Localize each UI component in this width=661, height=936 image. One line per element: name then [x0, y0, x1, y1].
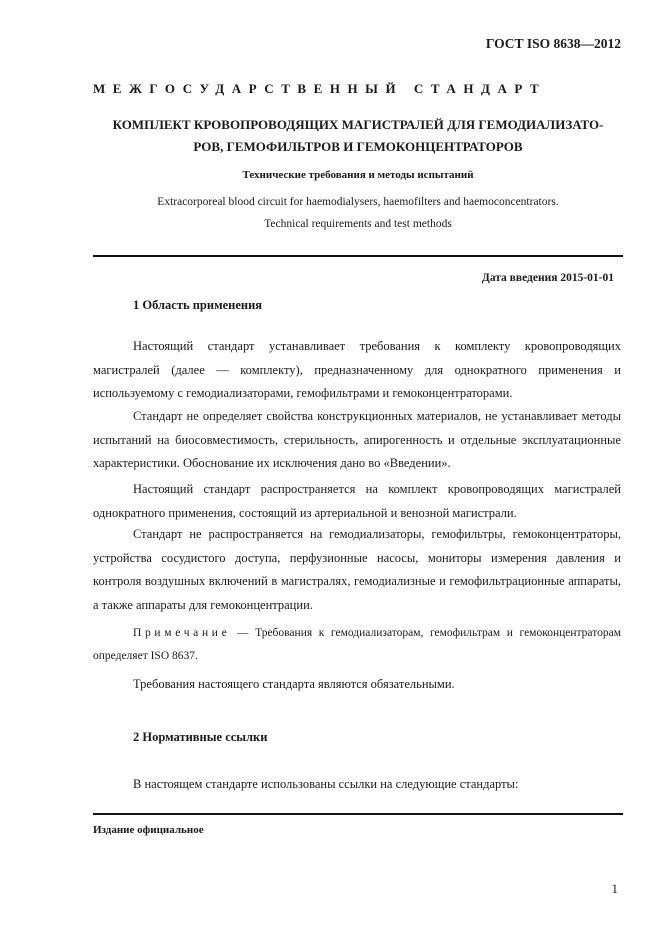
page-number: 1 [611, 881, 618, 896]
note-text: — Требования к гемодиализаторам, гемофильтрам и гемоконцентраторам определяет ISO 8637. [93, 627, 621, 662]
document-title-line-2: РОВ, ГЕМОФИЛЬТРОВ И ГЕМОКОНЦЕНТРАТОРОВ [193, 139, 523, 154]
introduction-date: Дата введения 2015-01-01 [481, 272, 614, 284]
section-2-heading: 2 Нормативные ссылки [133, 730, 268, 744]
subtitle-english-line-2: Technical requirements and test methods [264, 218, 452, 230]
interstate-standard-label: МЕЖГОСУДАРСТВЕННЫЙ СТАНДАРТ [93, 81, 547, 96]
standard-code: ГОСТ ISO 8638—2012 [485, 36, 621, 51]
section-1-paragraph: Стандарт не определяет свойства конструкционных материалов, не устанавливает методы испытаний на биосовместимость, стерильность, апирогенность и отдельные эксплуатационные характеристики. Обоснование их исключения дано во «Введении». [93, 409, 621, 470]
section-1-paragraph: Настоящий стандарт распространяется на комплект кровопроводящих магистралей однократного применения, состоящий из артериальной и венозной магистрали. [93, 482, 621, 520]
document-title-line-1: КОМПЛЕКТ КРОВОПРОВОДЯЩИХ МАГИСТРАЛЕЙ ДЛЯ ГЕМОДИАЛИЗАТО- [112, 117, 604, 132]
mandatory-requirements-statement: Требования настоящего стандарта являются обязательными. [133, 677, 455, 691]
subtitle-russian: Технические требования и методы испытаний [242, 169, 474, 181]
official-edition-label: Издание официальное [93, 824, 204, 836]
section-1-paragraph: Настоящий стандарт устанавливает требования к комплекту кровопроводящих магистралей (далее — комплекту), предназначенному для однократного применения и используемому с гемодиализаторами, гемофильтрами и гемоконцентраторами. [93, 339, 621, 400]
section-1-paragraph: Стандарт не распространяется на гемодиализаторы, гемофильтры, гемоконцентраторы, устройства сосудистого доступа, перфузионные насосы, мониторы измерения давления и контроля воздушных включений в магистралях, гемодиализные и гемофильтрационные аппараты, а также аппараты для гемоконцентрации. [93, 527, 621, 612]
footer-divider [93, 813, 623, 815]
subtitle-english-line-1: Extracorporeal blood circuit for haemodialysers, haemofilters and haemoconcentrators. [157, 196, 559, 208]
section-2-intro: В настоящем стандарте использованы ссылки на следующие стандарты: [133, 777, 519, 791]
section-1-note [93, 622, 621, 668]
section-1-heading: 1 Область применения [133, 298, 263, 312]
note-label: Примечание [133, 627, 231, 639]
title-divider [93, 255, 623, 257]
